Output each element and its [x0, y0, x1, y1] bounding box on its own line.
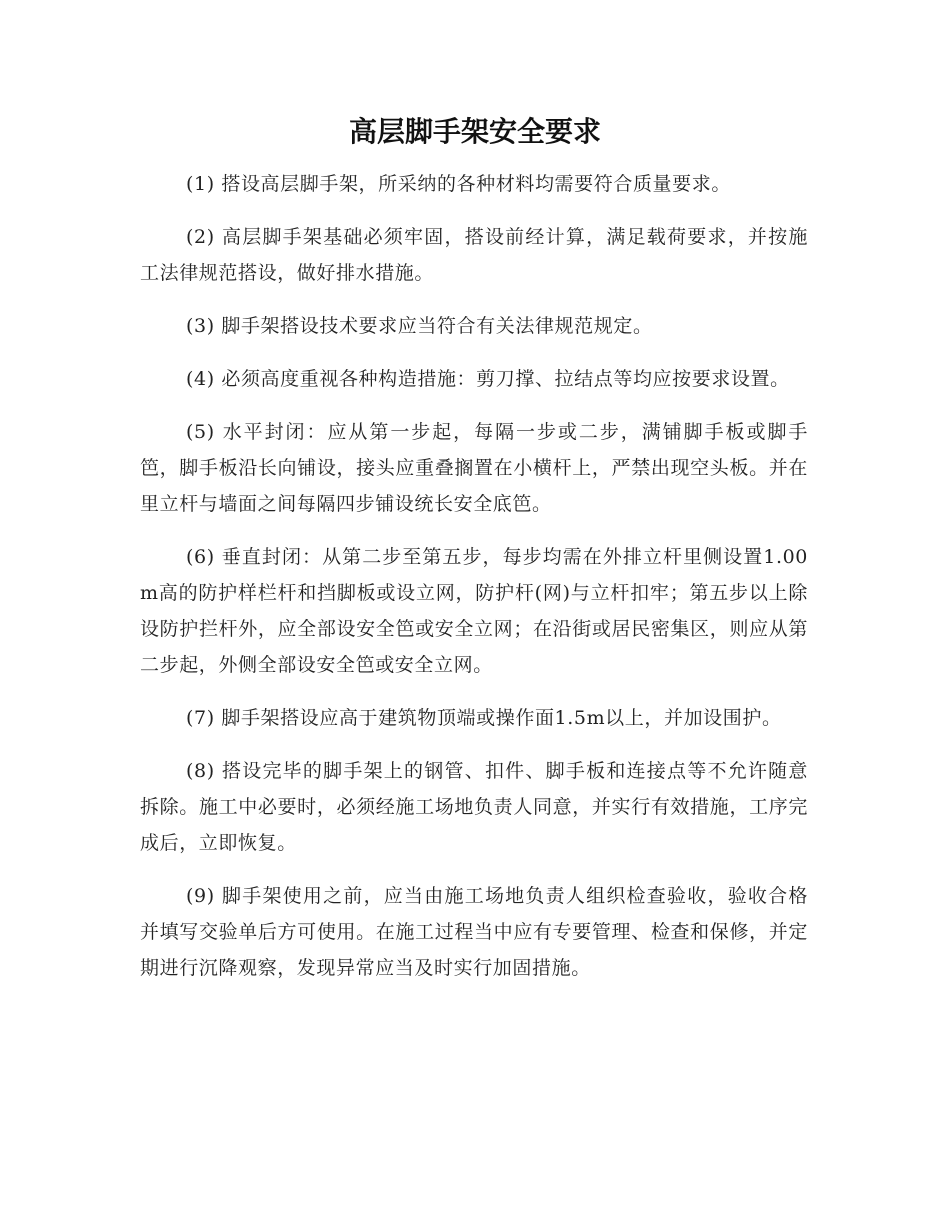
document-title: 高层脚手架安全要求	[348, 115, 601, 148]
paragraph-8: (8) 搭设完毕的脚手架上的钢管、扣件、脚手板和连接点等不允许随意拆除。施工中必要时，必须经施工场地负责人同意，并实行有效措施，工序完成后，立即恢复。	[140, 760, 808, 854]
paragraph-5: (5) 水平封闭：应从第一步起，每隔一步或二步，满铺脚手板或脚手笆，脚手板沿长向铺设，接头应重叠搁置在小横杆上，严禁出现空头板。并在里立杆与墙面之间每隔四步铺设统长安全底笆。	[140, 421, 808, 515]
paragraph-2: (2) 高层脚手架基础必须牢固，搭设前经计算，满足载荷要求，并按施工法律规范搭设，做好排水措施。	[140, 226, 808, 284]
paragraph-4: (4) 必须高度重视各种构造措施：剪刀撑、拉结点等均应按要求设置。	[186, 368, 790, 390]
paragraph-7: (7) 脚手架搭设应高于建筑物顶端或操作面1.5m以上，并加设围护。	[186, 707, 782, 729]
document-body	[140, 166, 808, 1003]
paragraph-6: (6) 垂直封闭：从第二步至第五步，每步均需在外排立杆里侧设置1.00m高的防护样栏杆和挡脚板或设立网，防护杆(网)与立杆扣牢；第五步以上除设防护拦杆外，应全部设安全笆或安全立网；在沿街或居民密集区，则应从第二步起，外侧全部设安全笆或安全立网。	[140, 546, 808, 676]
paragraph-1: (1) 搭设高层脚手架，所采纳的各种材料均需要符合质量要求。	[186, 173, 731, 195]
paragraph-9: (9) 脚手架使用之前，应当由施工场地负责人组织检查验收，验收合格并填写交验单后方可使用。在施工过程当中应有专要管理、检查和保修，并定期进行沉降观察，发现异常应当及时实行加固措施。	[140, 885, 808, 979]
paragraph-3: (3) 脚手架搭设技术要求应当符合有关法律规范规定。	[186, 315, 653, 337]
